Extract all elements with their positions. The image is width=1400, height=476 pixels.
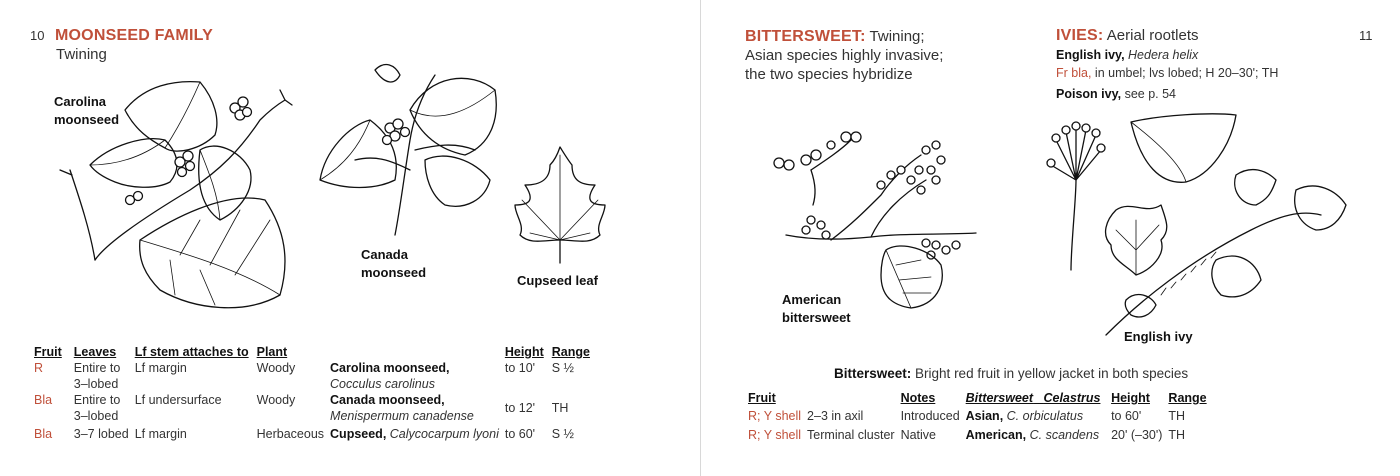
table-row: R; Y shell Terminal cluster Native American, C. scandens 20' (–30') TH: [748, 428, 1186, 442]
section-title: MOONSEED FAMILY: [55, 27, 213, 44]
canada-moonseed-label: Canada moonseed: [361, 247, 427, 280]
carolina-moonseed-illustration: [50, 70, 310, 320]
table-row: R; Y shell 2–3 in axil Introduced Asian, C. orbiculatus to 60' TH: [748, 409, 1186, 423]
table-header-row: Fruit Leaves Lf stem attaches to Plant Height Range: [34, 345, 590, 359]
table-header-row: Fruit Notes Bittersweet Celastrus Height Range: [748, 391, 1207, 405]
carolina-moonseed-label: Carolina moonseed: [54, 94, 120, 127]
cupseed-leaf-label: Cupseed leaf: [517, 273, 598, 288]
table-row: Bla 3–7 lobed Lf margin Herbaceous Cupseed, Calycocarpum lyoni to 60' S ½: [34, 427, 574, 441]
page-number: 11: [1359, 28, 1373, 43]
ivies-heading: IVIES: Aerial rootlets English ivy, Hedera helix Fr bla, in umbel; lvs lobed; H 20–30'; TH Poison ivy, see p. 54: [1056, 27, 1279, 101]
table-row: Bla Entire to 3–lobed Lf undersurface Woody Canada moonseed, Menispermum canadense to 12' TH: [34, 393, 569, 423]
moonseed-table: [34, 345, 596, 442]
bittersweet-table: [748, 391, 1213, 443]
english-ivy-label: English ivy: [1124, 329, 1193, 344]
section-subtitle: Twining: [56, 46, 107, 63]
bittersweet-heading: BITTERSWEET: Twining; Asian species highly invasive; the two species hybridize: [745, 28, 944, 83]
bittersweet-note: Bittersweet: Bright red fruit in yellow jacket in both species: [834, 366, 1189, 381]
american-bittersweet-label: American bittersweet: [782, 292, 851, 325]
right-page: [700, 0, 1400, 476]
cupseed-leaf-illustration: [510, 145, 610, 265]
canada-moonseed-illustration: [315, 50, 515, 240]
page-number: 10: [30, 28, 45, 43]
american-bittersweet-illustration: [771, 125, 1001, 315]
english-ivy-illustration: [1041, 110, 1361, 340]
table-row: R Entire to 3–lobed Lf margin Woody Carolina moonseed, Cocculus carolinus to 10' S ½: [34, 361, 574, 391]
